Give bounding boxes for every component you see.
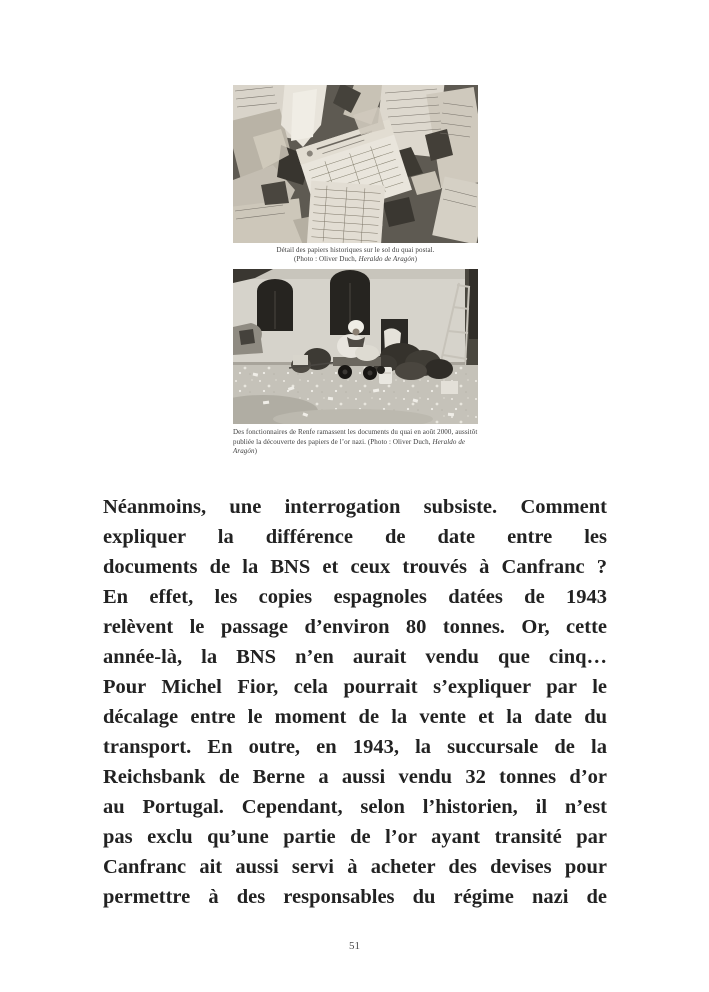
body-text-line: au Portugal. Cependant, selon l’historien, il n’est	[103, 796, 607, 818]
body-text-line: documents de la BNS et ceux trouvés à Canfranc ?	[103, 556, 607, 578]
body-text-line: Reichsbank de Berne a aussi vendu 32 tonnes d’or	[103, 766, 607, 788]
body-paragraph	[103, 492, 607, 912]
photo2-caption-line2: publiée la découverte des papiers de l’or nazi. (Photo : Oliver Duch, Heraldo de Aragón)	[233, 437, 466, 455]
body-text-line: permettre à des responsables du régime nazi de	[103, 886, 607, 908]
photo2-caption-line1: Des fonctionnaires de Renfe ramassent les documents du quai en août 2000, aussitôt	[233, 428, 478, 436]
body-text-line: Néanmoins, une interrogation subsiste. Comment	[103, 496, 607, 518]
body-text-line: relèvent le passage d’environ 80 tonnes. Or, cette	[103, 616, 607, 638]
photo1-credit-source: Heraldo de Aragón	[358, 255, 415, 263]
photo1-caption-credit: (Photo : Oliver Duch, Heraldo de Aragón)	[293, 255, 418, 263]
photo-crumpled-papers	[233, 85, 478, 243]
figure-block	[233, 85, 478, 457]
page-number: 51	[349, 940, 360, 952]
body-text-line: Pour Michel Fior, cela pourrait s’expliquer par le	[103, 676, 607, 698]
body-text-line: Canfranc ait aussi servi à acheter des devises pour	[103, 856, 607, 878]
body-text-line: année-là, la BNS n’en aurait vendu que cinq…	[103, 646, 607, 668]
photo1-caption-line1: Détail des papiers historiques sur le sol du quai postal.	[276, 246, 435, 254]
body-text-line: En effet, les copies espagnoles datées de 1943	[103, 586, 607, 608]
body-text-line: transport. En outre, en 1943, la succursale de la	[103, 736, 607, 758]
photo2-caption	[233, 428, 478, 457]
body-text-line: pas exclu qu’une partie de l’or ayant transité par	[103, 826, 607, 848]
body-text-line: décalage entre le moment de la vente et la date du	[103, 706, 607, 728]
body-text-line: expliquer la différence de date entre les	[103, 526, 607, 548]
photo2-credit-source: Heraldo de Aragón	[233, 437, 466, 455]
photo-station-courtyard	[233, 269, 478, 424]
photo1-caption	[233, 246, 478, 264]
